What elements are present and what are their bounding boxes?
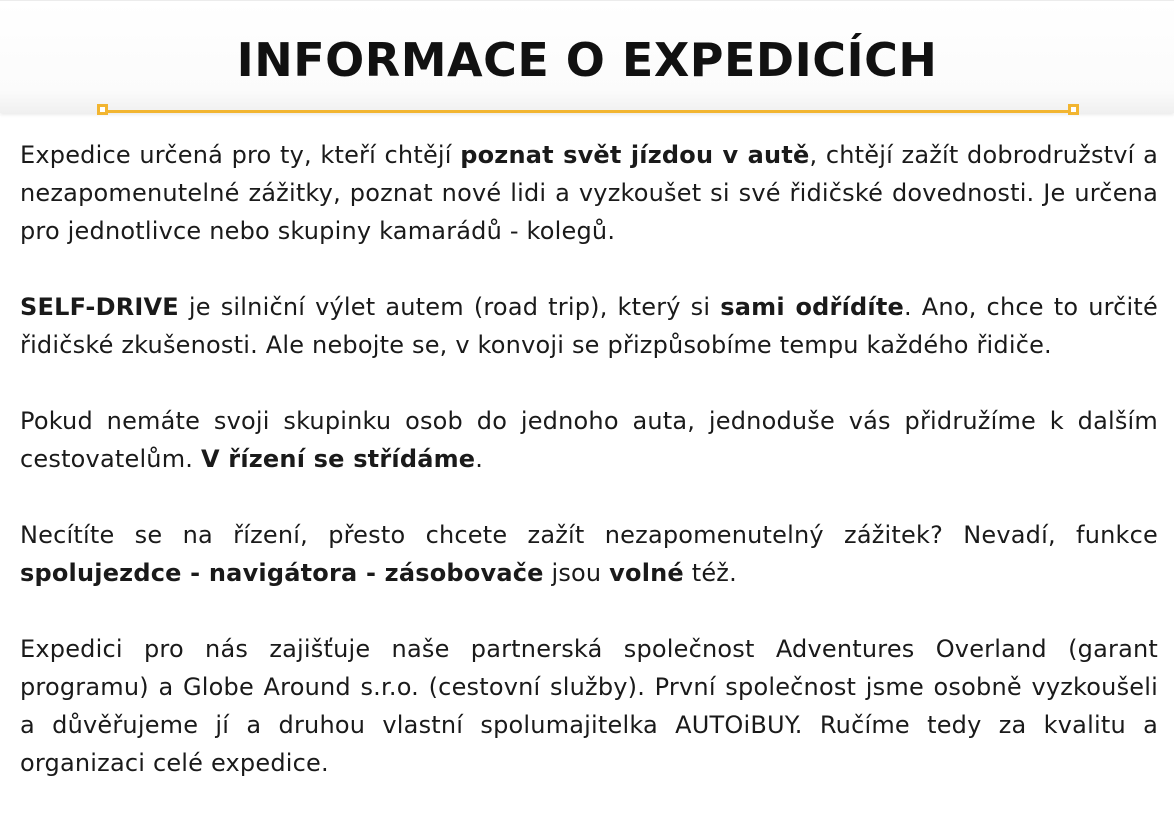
text-segment: Expedice určená pro ty, kteří chtějí xyxy=(20,141,461,169)
paragraph-self-drive xyxy=(20,288,1158,364)
text-segment-bold: SELF-DRIVE xyxy=(20,293,179,321)
title-divider xyxy=(104,110,1074,113)
text-segment-bold: spolujezdce - navigátora - zásobovače xyxy=(20,559,544,587)
text-segment: Expedici pro nás zajišťuje naše partnerská společnost Adventures Overland (garant programu) a Globe Around s.r.o. (cestovní služby). První společnost jsme osobně vyzkoušeli a důvěřujeme jí a druhou vlastní spolumajitelka AUTOiBUY. Ručíme tedy za kvalitu a organizaci celé expedice. xyxy=(20,635,1158,777)
page-title: INFORMACE O EXPEDICÍCH xyxy=(236,33,938,87)
paragraph-group xyxy=(20,402,1158,478)
text-segment: , chtějí zažít dobrodružství a nezapomenutelné zážitky, poznat nové lidi a vyzkoušet si své řidičské dovednosti. Je určena pro jednotlivce nebo skupiny kamarádů - kolegů. xyxy=(20,141,1158,245)
divider-left-endcap xyxy=(97,104,108,115)
paragraph-passenger xyxy=(20,516,1158,592)
article-body xyxy=(20,136,1158,782)
text-segment-bold: poznat svět jízdou v autě xyxy=(460,141,810,169)
text-segment: jsou xyxy=(543,559,610,587)
text-segment: Pokud nemáte svoji skupinku osob do jednoho auta, jednoduše vás přidružíme k dalším cestovatelům. xyxy=(20,407,1158,473)
paragraph-partners xyxy=(20,630,1158,782)
text-segment: . xyxy=(475,445,484,473)
divider-right-endcap xyxy=(1068,104,1079,115)
page-header xyxy=(0,0,1174,113)
text-segment: též. xyxy=(683,559,737,587)
text-segment: . Ano, chce to určité řidičské zkušenosti. Ale nebojte se, v konvoji se přizpůsobíme tempu každého řidiče. xyxy=(20,293,1158,359)
text-segment-bold: volné xyxy=(609,559,684,587)
text-segment-bold: sami odřídíte xyxy=(720,293,904,321)
text-segment: je silniční výlet autem (road trip), který si xyxy=(178,293,721,321)
paragraph-intro xyxy=(20,136,1158,250)
text-segment: Necítíte se na řízení, přesto chcete zažít nezapomenutelný zážitek? Nevadí, funkce xyxy=(20,521,1158,549)
text-segment-bold: V řízení se střídáme xyxy=(200,445,476,473)
